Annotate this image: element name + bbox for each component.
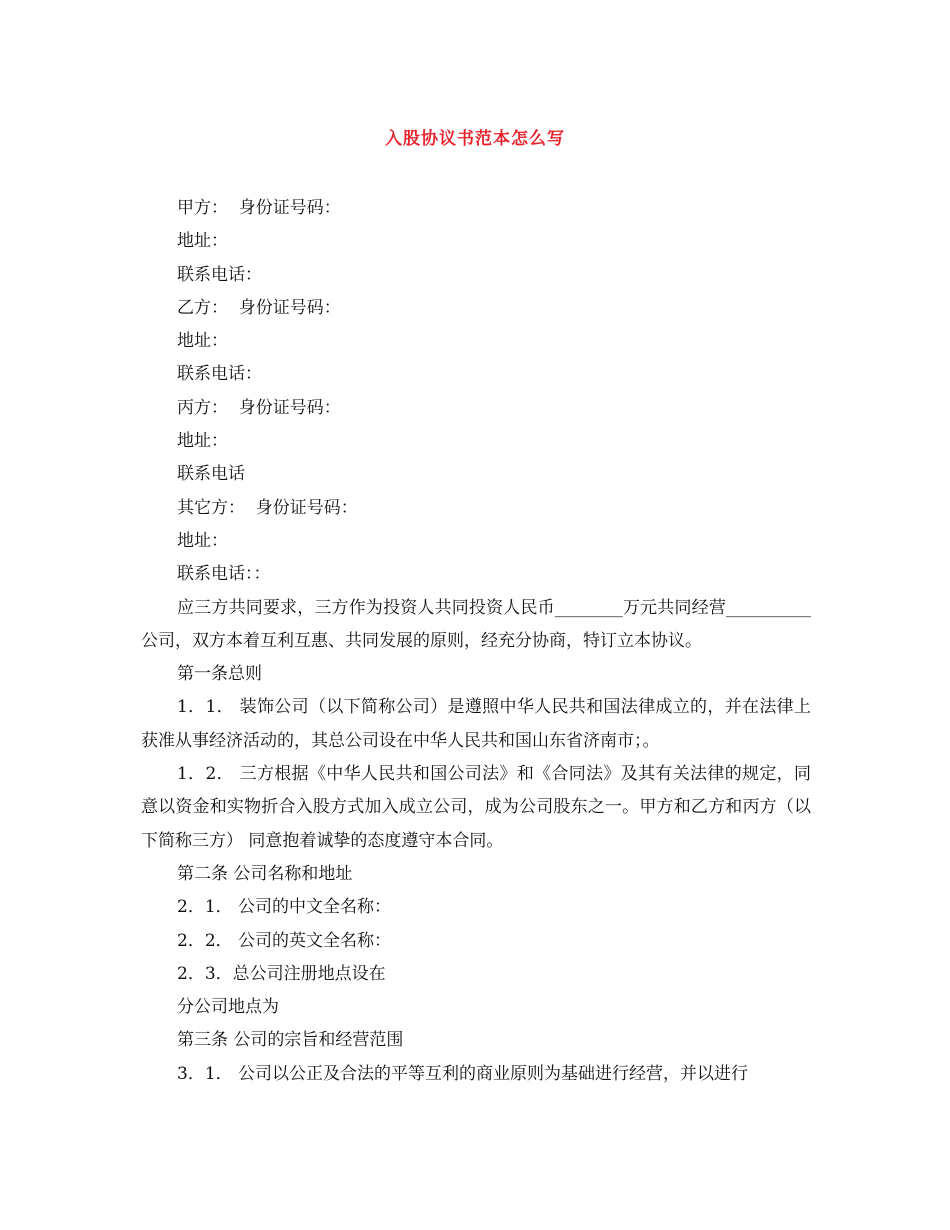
party-b-id-line: 乙方： 身份证号码：: [177, 297, 341, 318]
clause-1-1: 1．1． 装饰公司（以下简称公司）是遵照中华人民共和国法律成立的，并在法律上获准从事经济活动的，其总公司设在中华人民共和国山东省济南市；。: [141, 697, 811, 751]
article-2-heading: 第二条 公司名称和地址: [177, 863, 353, 884]
clause-2-2: 2．2． 公司的英文全名称：: [177, 930, 392, 951]
party-c-phone-line: 联系电话: [177, 464, 245, 485]
clause-3-1: 3．1． 公司以公正及合法的平等互利的商业原则为基础进行经营，并以进行: [177, 1063, 749, 1084]
clause-1-2: 1．2． 三方根据《中华人民共和国公司法》和《合同法》及其有关法律的规定，同意以资金和实物折合入股方式加入成立公司，成为公司股东之一。甲方和乙方和丙方（以下简称三方） 同意抱着诚挚的态度遵守本合同。: [141, 764, 811, 851]
party-a-phone-line: 联系电话：: [177, 264, 262, 285]
party-c-id-line: 丙方： 身份证号码：: [177, 397, 341, 418]
other-party-phone-line: 联系电话：：: [177, 564, 271, 585]
party-a-address-line: 地址：: [177, 231, 228, 252]
other-party-address-line: 地址：: [177, 530, 228, 551]
clause-2-1: 2．1． 公司的中文全名称：: [177, 897, 392, 918]
preamble-paragraph: 应三方共同要求，三方作为投资人共同投资人民币________万元共同经营__________公司，双方本着互利互惠、共同发展的原则，经充分协商，特订立本协议。: [141, 597, 811, 651]
other-party-id-line: 其它方： 身份证号码：: [177, 497, 358, 518]
document-body: [141, 192, 811, 1091]
branch-address-line: 分公司地点为: [177, 997, 279, 1018]
party-c-address-line: 地址：: [177, 431, 228, 452]
party-b-address-line: 地址：: [177, 331, 228, 352]
document-title: 入股协议书范本怎么写: [385, 129, 565, 149]
party-b-phone-line: 联系电话：: [177, 364, 262, 385]
clause-2-3: 2．3．总公司注册地点设在: [177, 963, 386, 984]
article-1-heading: 第一条总则: [177, 664, 262, 685]
party-a-id-line: 甲方： 身份证号码：: [177, 198, 341, 218]
article-3-heading: 第三条 公司的宗旨和经营范围: [177, 1030, 404, 1051]
